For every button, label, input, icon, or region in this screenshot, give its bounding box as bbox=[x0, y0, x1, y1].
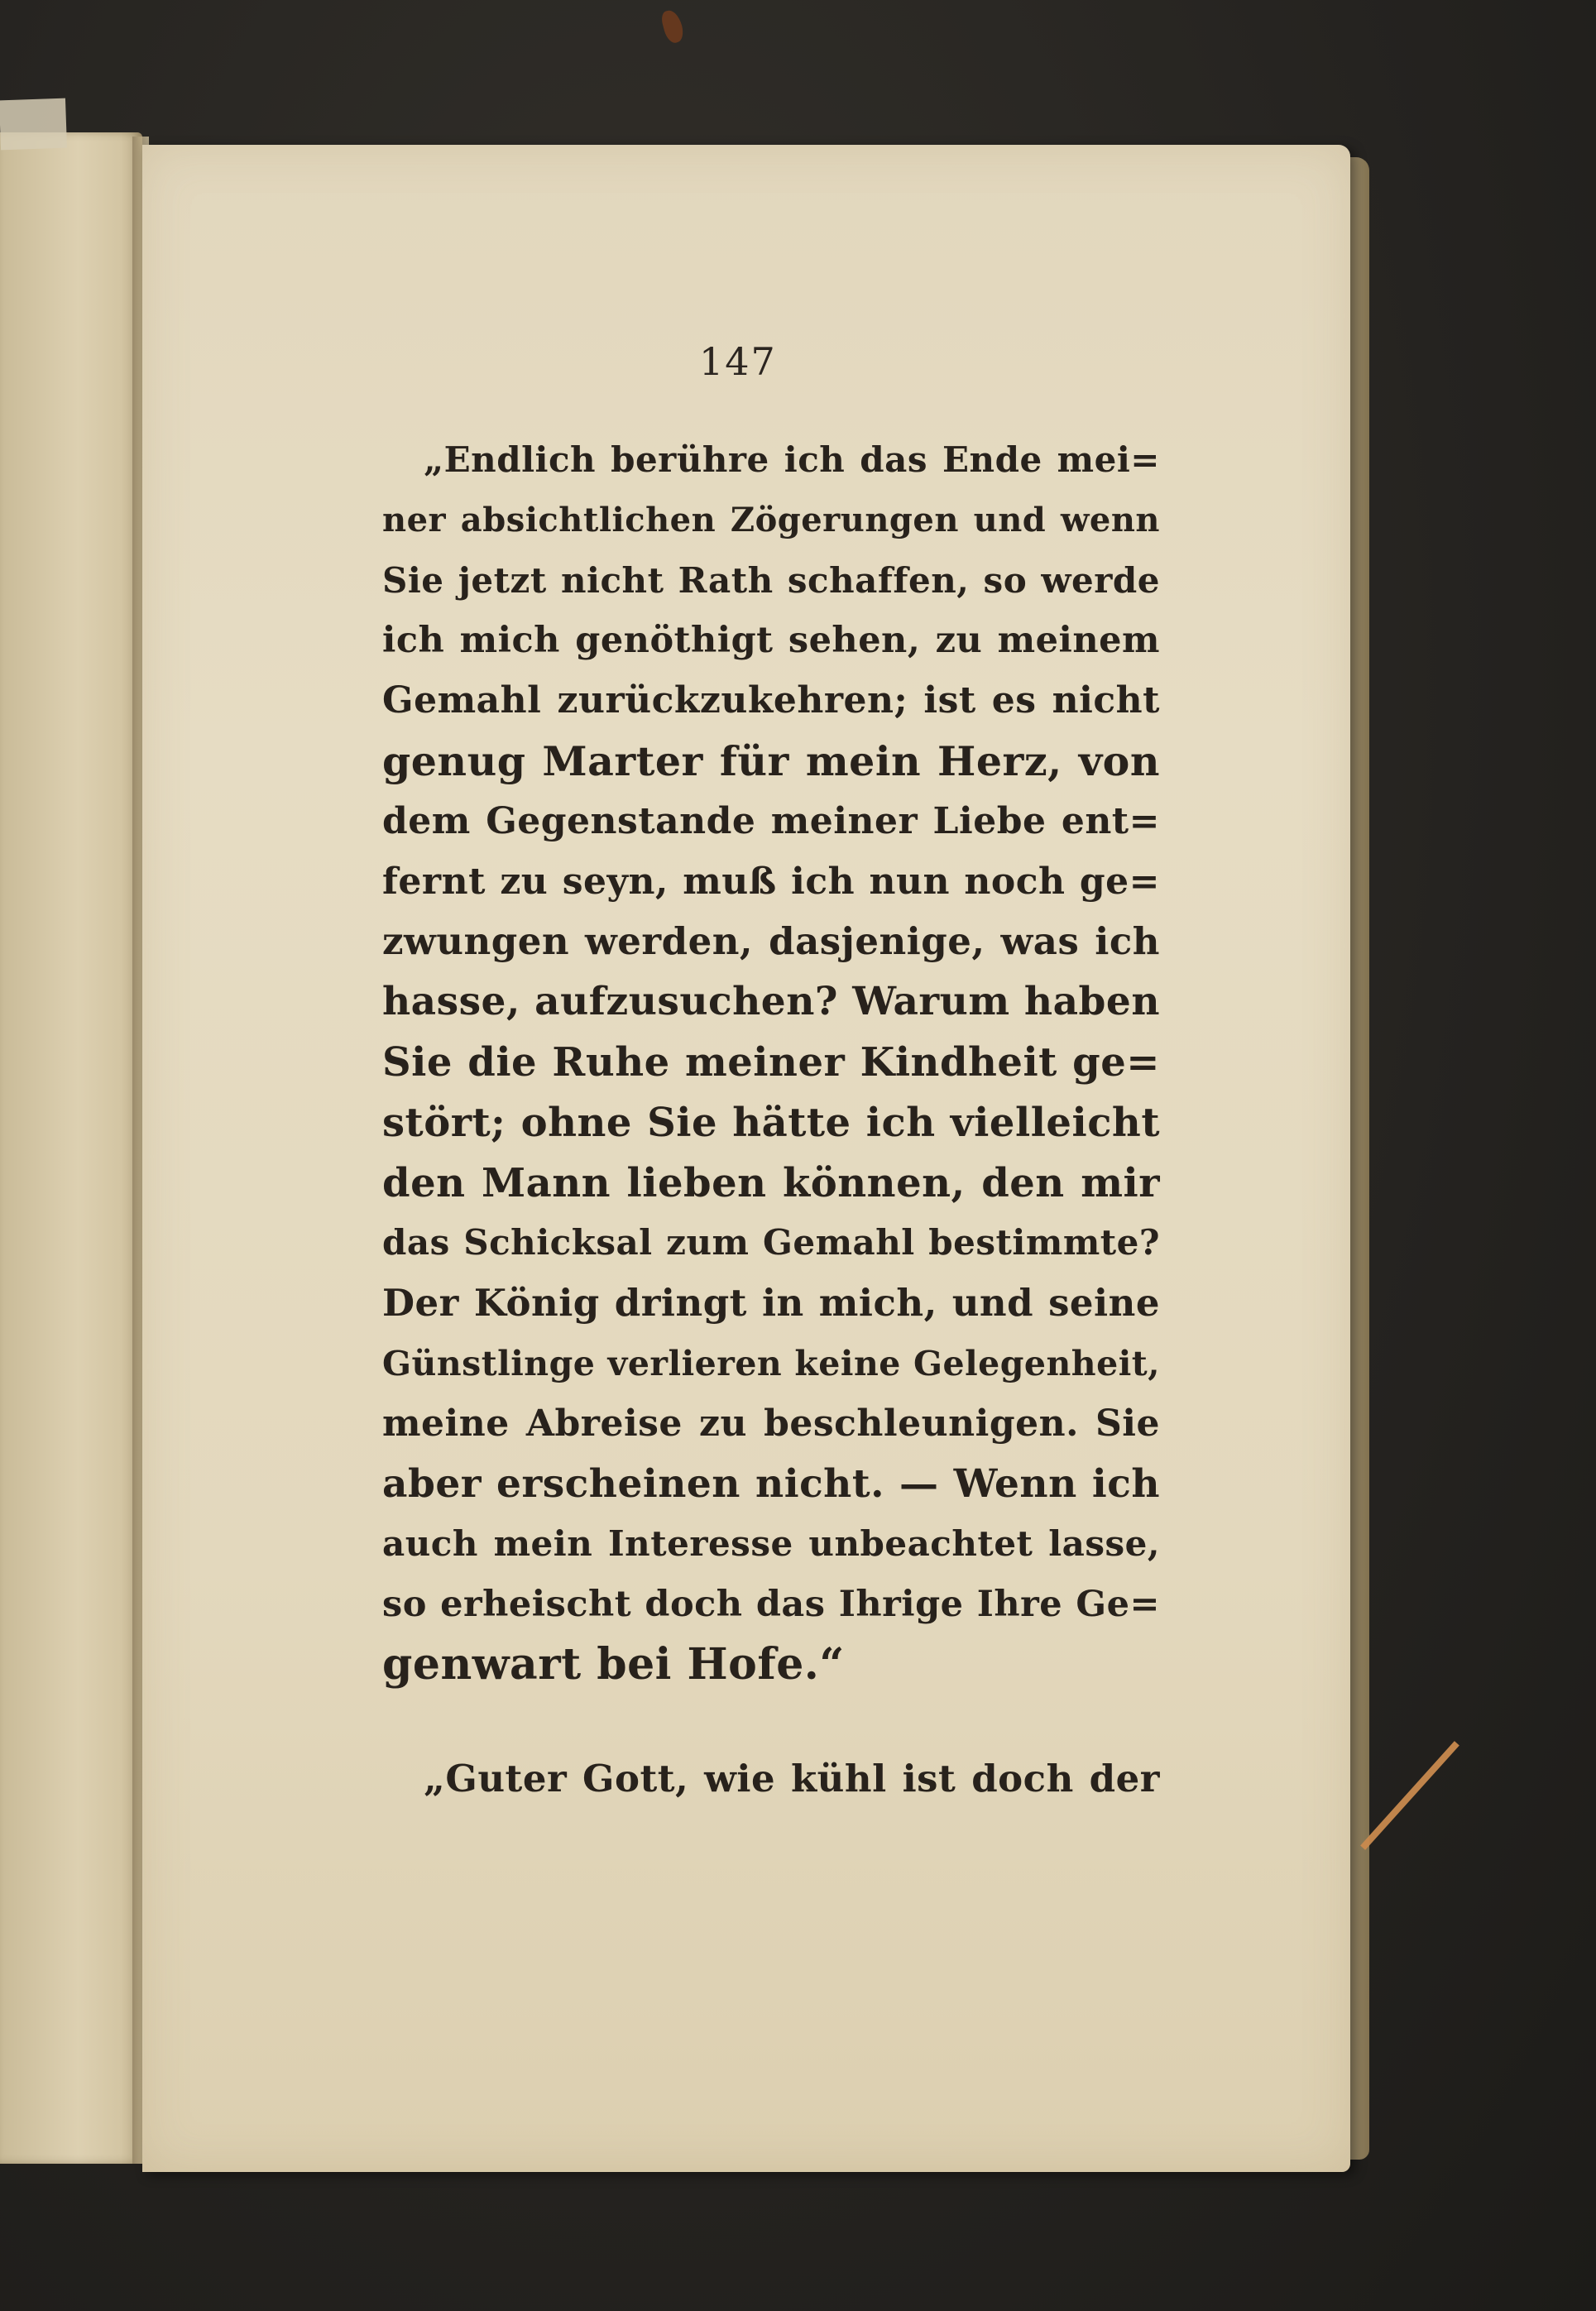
text-line: dem Gegenstande meiner Liebe ent= bbox=[382, 799, 1160, 842]
text-line: den Mann lieben können, den mir bbox=[382, 1159, 1160, 1206]
text-line: stört; ohne Sie hätte ich vielleicht bbox=[382, 1099, 1160, 1146]
text-line: Sie die Ruhe meiner Kindheit ge= bbox=[382, 1038, 1160, 1086]
text-line: meine Abreise zu beschleunigen. Sie bbox=[382, 1402, 1160, 1445]
text-line: Gemahl zurückzukehren; ist es nicht bbox=[382, 679, 1160, 722]
text-line: genug Marter für mein Herz, von bbox=[382, 736, 1160, 785]
text-line: das Schicksal zum Gemahl bestimmte? bbox=[382, 1222, 1160, 1263]
text-line: hasse, aufzusuchen? Warum haben bbox=[382, 979, 1160, 1025]
text-line: fernt zu seyn, muß ich nun noch ge= bbox=[382, 860, 1160, 903]
text-line: Sie jetzt nicht Rath schaffen, so werde bbox=[382, 559, 1160, 601]
text-line: so erheischt doch das Ihrige Ihre Ge= bbox=[382, 1584, 1160, 1626]
text-line: genwart bei Hofe.“ bbox=[382, 1638, 845, 1690]
text-line: Günstlinge verlieren keine Gelegenheit, bbox=[382, 1343, 1160, 1383]
page-number: 147 bbox=[699, 339, 777, 384]
text-line: „Guter Gott, wie kühl ist doch der bbox=[424, 1756, 1160, 1800]
text-line: auch mein Interesse unbeachtet lasse, bbox=[382, 1523, 1160, 1565]
text-line: ich mich genöthigt sehen, zu meinem bbox=[382, 620, 1160, 662]
text-line: zwungen werden, dasjenige, was ich bbox=[382, 919, 1160, 964]
paragraph-gap bbox=[382, 1695, 1160, 1749]
body-text bbox=[382, 430, 1160, 1810]
left-page-text-fragments bbox=[0, 0, 142, 2311]
text-line: ner absichtlichen Zögerungen und wenn bbox=[382, 500, 1160, 539]
text-line: „Endlich berühre ich das Ende mei= bbox=[424, 439, 1160, 480]
text-line: aber erscheinen nicht. — Wenn ich bbox=[382, 1460, 1160, 1507]
text-line: Der König dringt in mich, und seine bbox=[382, 1281, 1160, 1326]
